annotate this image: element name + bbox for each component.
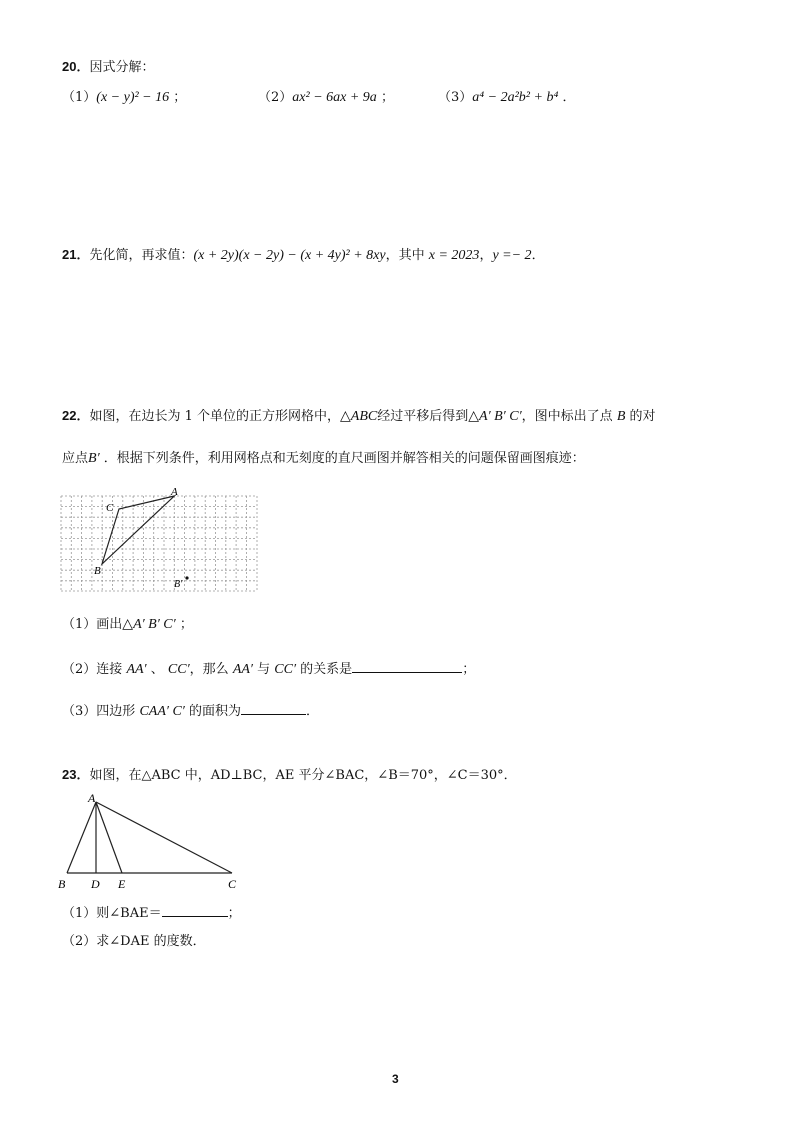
label-a: A	[88, 791, 96, 805]
q22-sub2-text-c: 与	[257, 662, 271, 677]
q22-line1-a: 如图，在边长为 1 个单位的正方形网格中，	[89, 409, 341, 424]
q22-line2-b: ．根据下列条件，利用网格点和无刻度的直尺画图并解答相关的问题保留画图痕迹：	[103, 451, 585, 466]
q22-grid-figure	[58, 486, 262, 596]
q21-sep: ，	[479, 248, 493, 263]
q20-part-1-end: ；	[173, 90, 187, 105]
q20-part-3-label: （3）	[438, 90, 473, 105]
q23-sub-2	[62, 934, 206, 950]
q20-number: 20．	[62, 59, 90, 74]
q22-sub3-end: ．	[306, 704, 320, 719]
q23-sub2-label: （2）	[62, 934, 97, 949]
q23-triangle-figure	[56, 790, 246, 892]
q22-sub1-end: ；	[179, 617, 193, 632]
q20-heading	[62, 59, 154, 76]
q23-sub1-end: ；	[227, 906, 241, 921]
q22-sub2-m4: CC′	[274, 662, 297, 677]
q22-sub2-end: ；	[462, 662, 476, 677]
q22-sub3-answer-blank[interactable]	[241, 701, 306, 715]
label-d: D	[91, 877, 100, 891]
q22-sub-1	[62, 617, 193, 633]
q23-sub1-label: （1）	[62, 906, 97, 921]
page-number: 3	[392, 1072, 399, 1086]
q22-sub3-label: （3）	[62, 704, 97, 719]
label-c: C	[228, 877, 237, 891]
q22-sub2-text-a: 连接	[96, 662, 123, 677]
label-b: B	[58, 877, 66, 891]
q22-line-1	[62, 408, 656, 425]
segment-ac	[96, 802, 232, 873]
q22-sub1-label: （1）	[62, 617, 97, 632]
q22-sub2-m3: AA′	[232, 662, 253, 677]
q22-line2-a: 应点	[62, 451, 89, 466]
q22-line1-d: 的对	[629, 409, 656, 424]
q22-sub2-text-b: ，那么	[189, 662, 229, 677]
label-e: E	[118, 877, 126, 891]
q22-sub2-text-d: 的关系是	[300, 662, 353, 677]
label-b: B	[94, 565, 101, 577]
q22-line1-c: ，图中标出了点	[521, 409, 613, 424]
q21-end: ．	[531, 248, 545, 263]
q20-part-3	[438, 90, 575, 106]
q22-sub-3	[62, 701, 319, 720]
q23-sub1-answer-blank[interactable]	[162, 903, 228, 917]
q22-sub2-m2: CC′	[167, 662, 190, 677]
q23-text: 如图，在△ABC 中，AD⊥BC，AE 平分∠BAC，∠B＝70°，∠C＝30°．	[89, 768, 517, 783]
q22-sub1-math: △A′ B′ C′	[122, 617, 176, 632]
q22-sub2-label: （2）	[62, 662, 97, 677]
q22-point-b: B	[616, 409, 626, 424]
q21-expr: (x + 2y)(x − 2y) − (x + 4y)² + 8xy	[193, 248, 386, 263]
q22-sub-2	[62, 659, 475, 678]
q22-sub3-text-a: 四边形	[96, 704, 136, 719]
q22-point-bp: B′	[88, 451, 100, 466]
segment-ae	[96, 802, 122, 873]
q22-sub3-text-b: 的面积为	[188, 704, 241, 719]
q21-text-b: ，其中	[385, 248, 425, 263]
q20-part-2-expr: ax² − 6ax + 9a	[292, 90, 377, 105]
q21-cond-y: y =− 2	[492, 248, 532, 263]
q23-sub-1	[62, 903, 241, 922]
segment-ab	[67, 802, 96, 873]
q20-part-2-label: （2）	[258, 90, 293, 105]
q22-line1-b: 经过平移后得到	[377, 409, 469, 424]
q21-cond-x: x = 2023	[428, 248, 480, 263]
q22-sub2-m1: AA′	[126, 662, 147, 677]
q20-part-1-expr: (x − y)² − 16	[96, 90, 170, 105]
q22-sub3-m1: CAA′ C′	[139, 704, 185, 719]
q23-statement	[62, 767, 517, 784]
q23-sub1-text: 则∠BAE＝	[96, 906, 162, 921]
point-b-prime	[185, 576, 188, 579]
label-c: C	[106, 502, 114, 514]
q20-part-1-label: （1）	[62, 90, 97, 105]
q21-number: 21．	[62, 247, 90, 262]
q22-sub1-text: 画出	[96, 617, 123, 632]
q21-text-a: 先化简，再求值：	[89, 248, 194, 263]
q22-line-2	[62, 451, 585, 467]
q20-part-3-expr: a⁴ − 2a²b² + b⁴	[472, 90, 559, 105]
q20-part-3-end: ．	[562, 90, 576, 105]
label-b-prime: B′	[174, 579, 183, 590]
q23-number: 23．	[62, 767, 90, 782]
q20-part-2-end: ；	[380, 90, 394, 105]
q22-sub2-sep: 、	[150, 662, 164, 677]
q20-part-2	[258, 90, 394, 106]
label-a: A	[171, 486, 178, 498]
q22-tri-abc: △ABC	[340, 409, 378, 424]
q23-sub2-text: 求∠DAE 的度数．	[96, 934, 206, 949]
q22-number: 22．	[62, 408, 90, 423]
q20-title: 因式分解：	[89, 60, 155, 75]
q22-sub2-answer-blank[interactable]	[352, 659, 462, 673]
q22-tri-prime: △A′ B′ C′	[468, 409, 522, 424]
q21-statement	[62, 247, 545, 264]
q20-part-1	[62, 90, 186, 106]
